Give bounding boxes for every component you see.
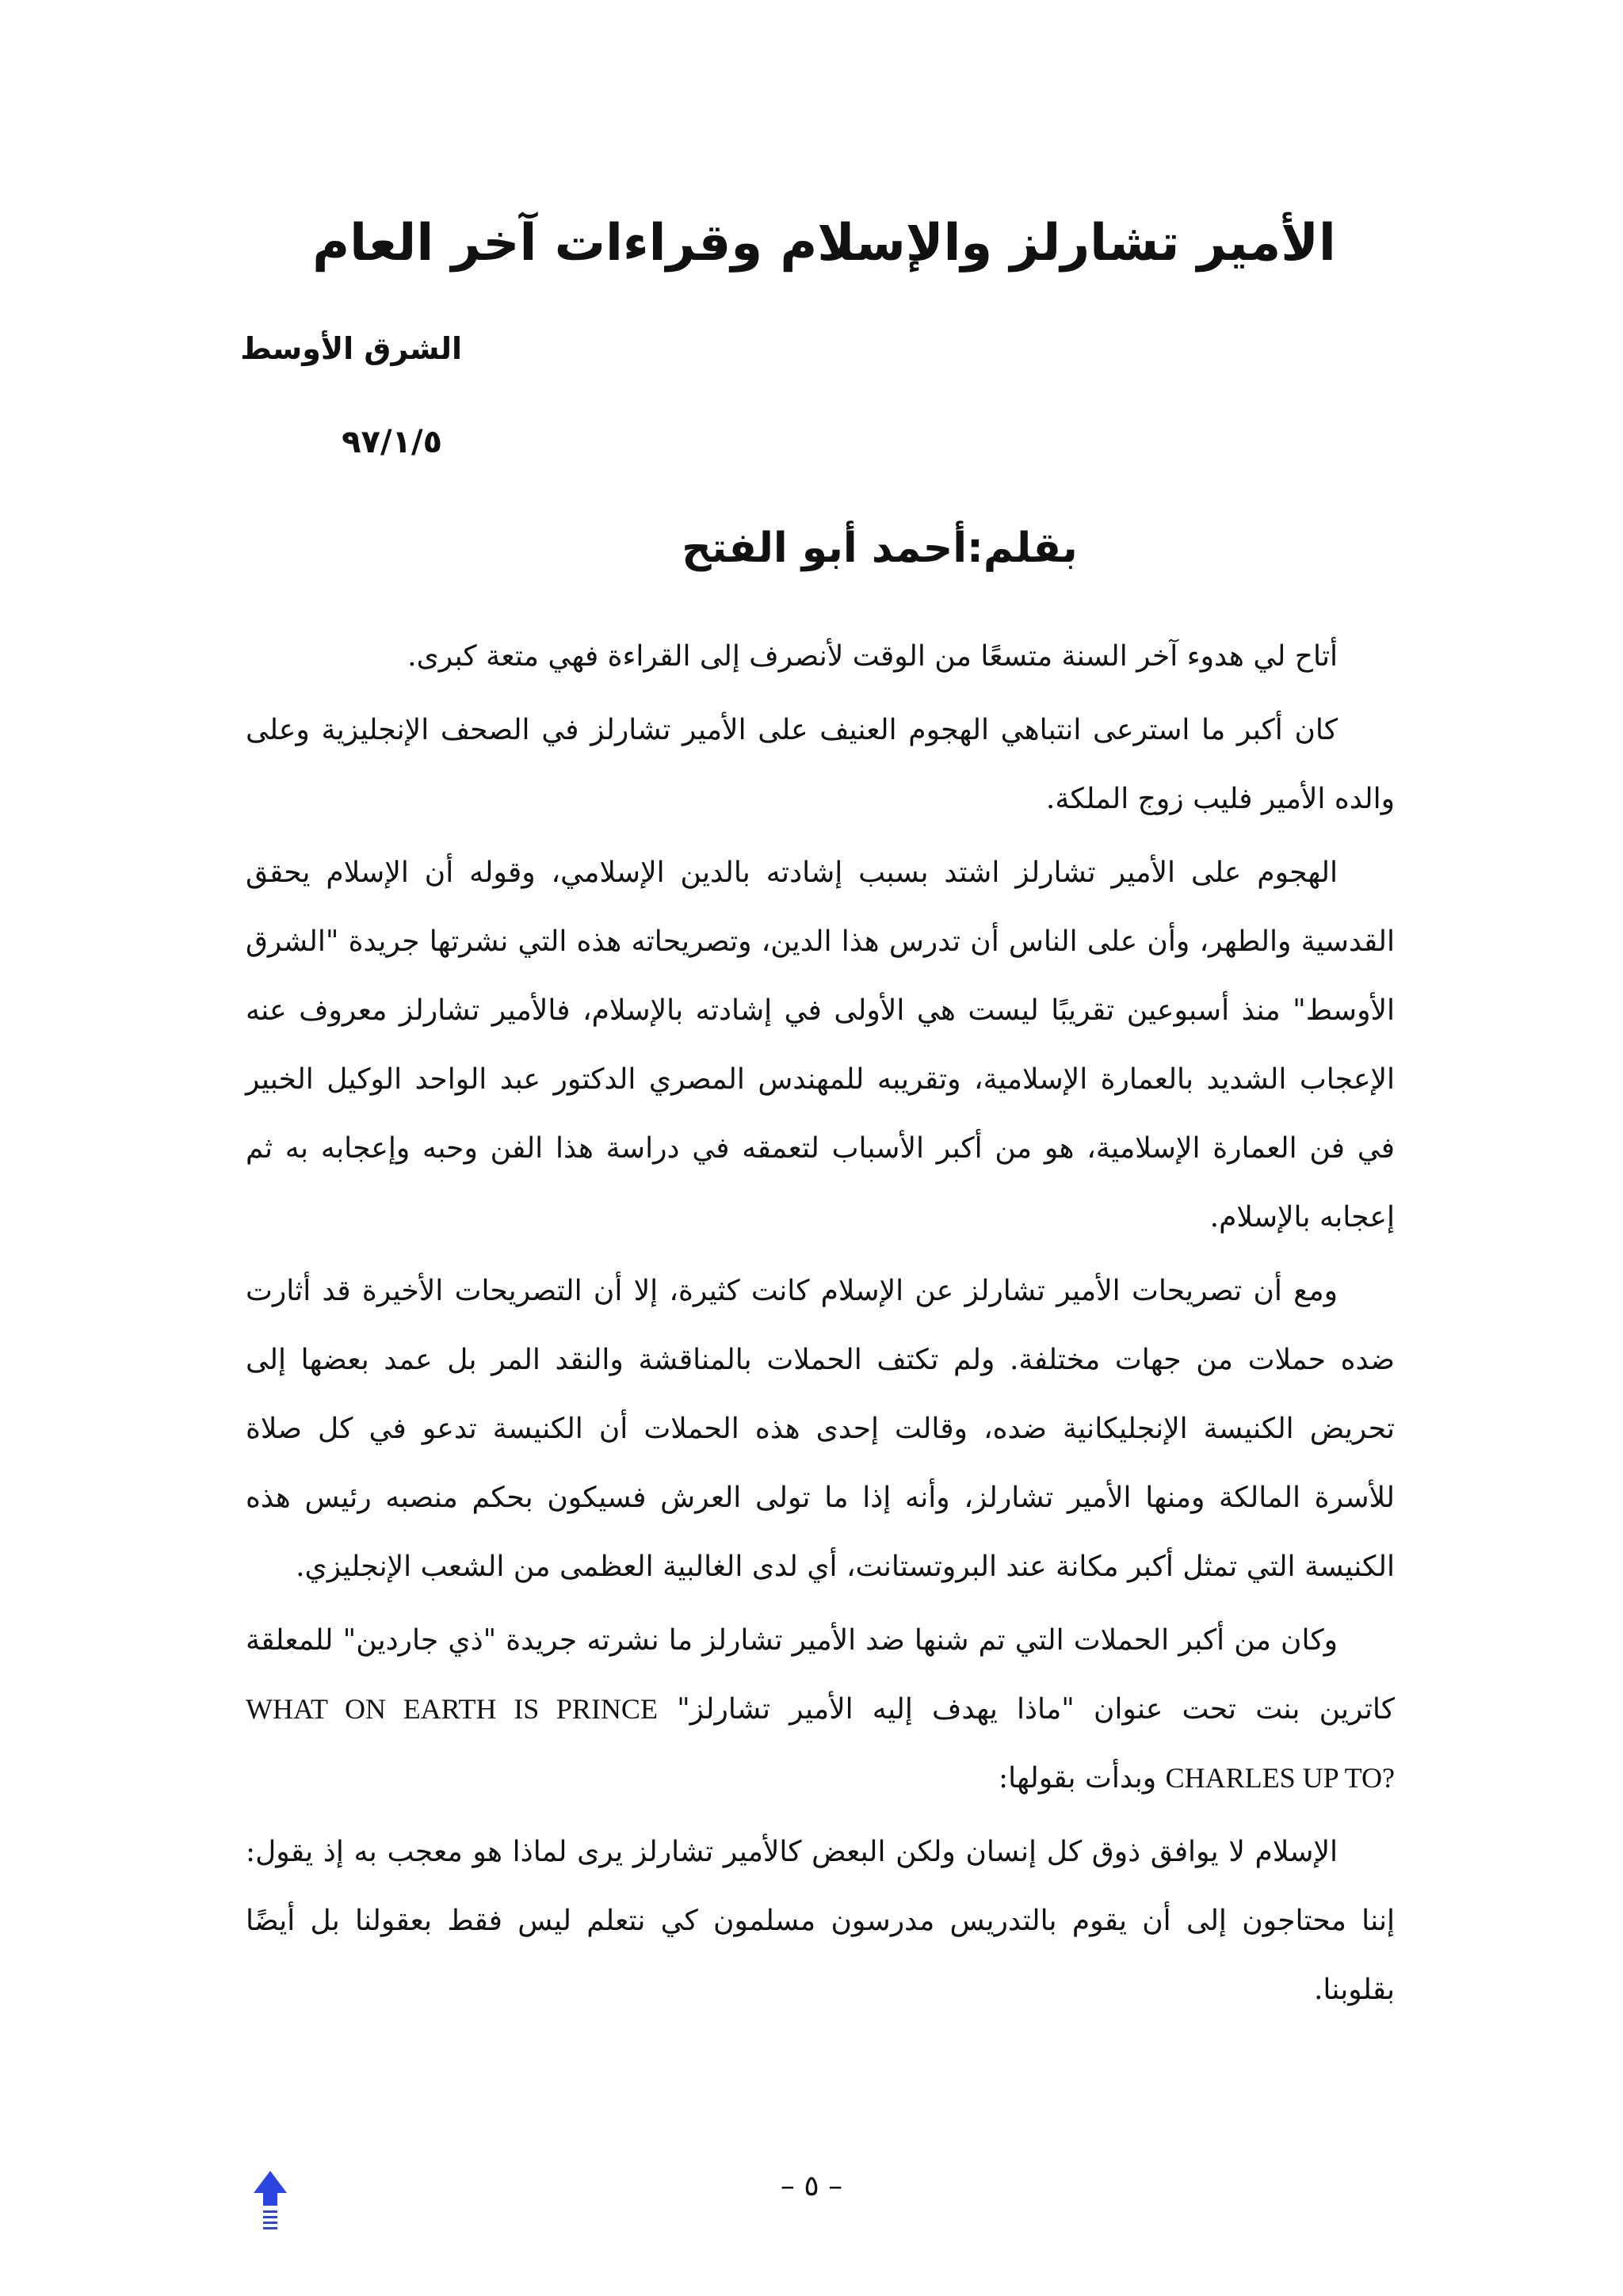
up-arrow-icon[interactable] <box>252 2169 288 2233</box>
article-title: الأمير تشارلز والإسلام وقراءات آخر العام <box>312 214 1336 273</box>
paragraph-4: ومع أن تصريحات الأمير تشارلز عن الإسلام كانت كثيرة، إلا أن التصريحات الأخيرة قد أثارت ضده حملات من جهات مختلفة. ولم تكتف الحملات بالمناقشة والنقد المر بل عمد بعضها إلى تحريض الكنيسة الإنجليكانية ضده، وقالت إحدى هذه الحملات أن الكنيسة تدعو في كل صلاة للأسرة المالكة ومنها الأمير تشارلز، وأنه إذا ما تولى العرش فسيكون بحكم منصبه رئيس هذه الكنيسة التي تمثل أكبر مكانة عند البروتستانت، أي لدى الغالبية العظمى من الشعب الإنجليزي. <box>246 1275 1395 1583</box>
paragraph-5-english-title: WHAT ON EARTH IS PRINCE CHARLES UP TO? <box>246 1693 1395 1794</box>
article-source: الشرق الأوسط <box>240 331 462 366</box>
article-byline: بقلم:أحمد أبو الفتح <box>682 524 1078 572</box>
paragraph-5-arabic-tail: وبدأت بقولها: <box>999 1762 1157 1794</box>
page-number: – ٥ – <box>780 2170 843 2203</box>
paragraph-1: أتاح لي هدوء آخر السنة متسعًا من الوقت لأنصرف إلى القراءة فهي متعة كبرى. <box>407 640 1338 673</box>
article-body <box>246 622 1395 2029</box>
paragraph-3: الهجوم على الأمير تشارلز اشتد بسبب إشادته بالدين الإسلامي، وقوله أن الإسلام يحقق القدسية والطهر، وأن على الناس أن تدرس هذا الدين، وتصريحاته هذه التي نشرتها جريدة "الشرق الأوسط" منذ أسبوعين تقريبًا ليست هي الأولى في إشادته بالإسلام، فالأمير تشارلز معروف عنه الإعجاب الشديد بالعمارة الإسلامية، وتقريبه للمهندس المصري الدكتور عبد الواحد الوكيل الخبير في فن العمارة الإسلامية، هو من أكبر الأسباب لتعمقه في دراسة هذا الفن وحبه وإعجابه به ثم إعجابه بالإسلام. <box>246 856 1395 1234</box>
paragraph-2: كان أكبر ما استرعى انتباهي الهجوم العنيف على الأمير تشارلز في الصحف الإنجليزية وعلى والده الأمير فليب زوج الملكة. <box>246 714 1395 815</box>
paragraph-5 <box>246 1606 1395 1813</box>
paragraph-6: الإسلام لا يوافق ذوق كل إنسان ولكن البعض كالأمير تشارلز يرى لماذا هو معجب به إذ يقول: إننا محتاجون إلى أن يقوم بالتدريس مدرسون مسلمون كي نتعلم ليس فقط بعقولنا بل أيضًا بقلوبنا. <box>246 1836 1395 2006</box>
article-date: ٩٧/١/٥ <box>342 424 442 460</box>
paragraph-5-arabic-lead: وكان من أكبر الحملات التي تم شنها ضد الأمير تشارلز ما نشرته جريدة "ذي جاردين" للمعلقة كاترين بنت تحت عنوان "ماذا يهدف إليه الأمير تشارلز" <box>246 1624 1395 1726</box>
